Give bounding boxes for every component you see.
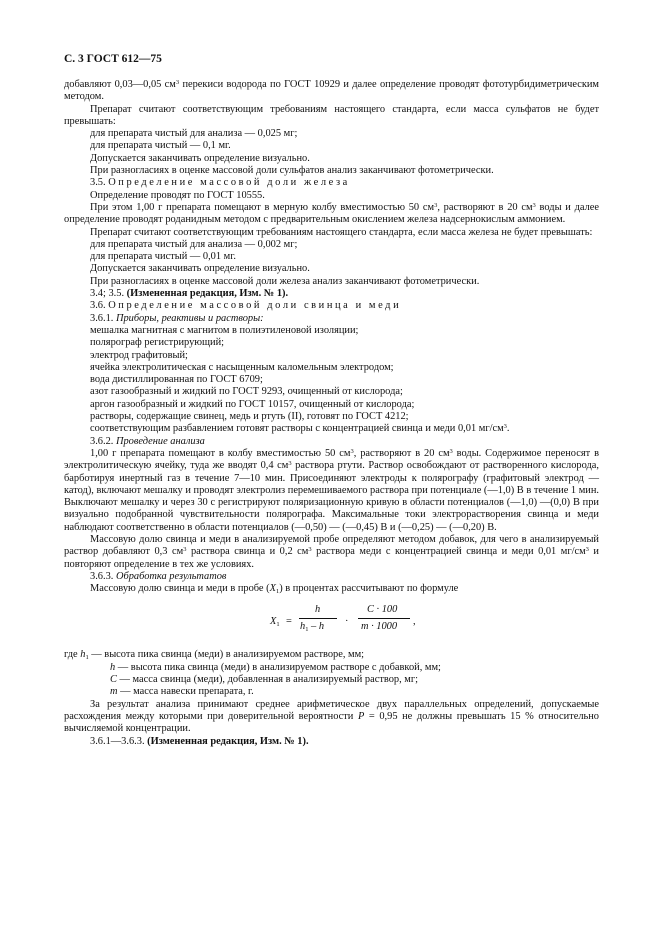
paragraph: 1,00 г препарата помещают в колбу вместимостью 50 $см^3$, растворяют в 20 $см^3$ воды. Содержимое переносят в электролитическую ячейку, туда же вводят 0,4 $см^3$ раствора ртути. Раствор освобождают от растворенного кислорода, барботируя инертный газ в течение 7—10 мин. Присоединяют электроды к полярографу (графитовый электрод — катод), включают мешалку и проводят электролиз перемешиваемого раствора при потенциале (—1,0) В в течение 1 мин. Выключают мешалку и через 30 с регистрируют поляризационную кривую в области потенциалов (—1,0) —(0,0) В при визуально подобранной чувствительности полярографа. Максимальные токи электрорастворения свинца и меди наблюдают соответственно в области потенциалов (—0,50) — (—0,45) В и (—0,25) — (—0,20) В.	[64, 447, 599, 533]
page-header: С. 3 ГОСТ 612—75	[64, 53, 162, 65]
document-body	[64, 79, 599, 748]
legend-item: где $h_1$ — высота пика свинца (меди) в анализируемом растворе, мм;	[64, 649, 365, 662]
formula-multiply: ·	[345, 616, 349, 628]
legend-item: C — масса свинца (меди), добавленная в анализируемый раствор, мг;	[110, 674, 419, 686]
list-item: растворы, содержащие свинец, медь и ртуть (II), готовят по ГОСТ 4212;	[90, 411, 409, 423]
formula	[64, 603, 599, 645]
list-item: аргон газообразный и жидкий по ГОСТ 10157, очищенный от кислорода;	[90, 398, 415, 410]
paragraph: При разногласиях в оценке массовой доли железа анализ заканчивают фотометрически.	[90, 275, 480, 287]
list-item: азот газообразный и жидкий по ГОСТ 9293, очищенный от кислорода;	[90, 386, 403, 398]
formula-fraction1-numerator: h	[315, 604, 321, 616]
formula-fraction2-numerator: C · 100	[367, 604, 398, 616]
list-item: для препарата чистый — 0,1 мг.	[90, 140, 231, 152]
paragraph: Массовую долю свинца и меди в анализируемой пробе определяют методом добавок, для чего в анализируемый раствор добавляют 0,3 $см^3$ раствора свинца и 0,2 $см^3$ раствора меди с концентрацией свинца и меди 0,01 $мг/см^3$ и повторяют определение в тех же условиях.	[64, 533, 599, 570]
paragraph: Массовую долю свинца и меди в пробе $(X_1)$ в процентах рассчитывают по формуле	[90, 583, 459, 596]
subsection-heading: 3.6.3. Обработка результатов	[90, 570, 227, 582]
list-item: ячейка электролитическая с насыщенным каломельным электродом;	[90, 361, 394, 373]
formula-fraction1-line	[299, 618, 337, 619]
subsection-heading: 3.6.1. Приборы, реактивы и растворы:	[90, 312, 264, 324]
formula-fraction2-denominator: m · 1000	[361, 621, 398, 633]
paragraph: добавляют 0,03—0,05 $см^3$ перекиси водорода по ГОСТ 10929 и далее определение проводят фототурбидиметрическим методом.	[64, 79, 600, 103]
formula-comma: ,	[413, 616, 416, 628]
list-item: для препарата чистый для анализа — 0,002 мг;	[90, 238, 298, 250]
paragraph: При этом 1,00 г препарата помещают в мерную колбу вместимостью 50 $см^3$, растворяют в 20 $см^3$ воды и далее определение проводят роданидным методом с предварительным окислением железа надсернокислым аммонием.	[64, 201, 600, 226]
legend-item: m — масса навески препарата, г.	[110, 686, 254, 698]
revision-note: 3.4; 3.5. (Измененная редакция, Изм. № 1).	[90, 288, 289, 300]
list-item: электрод графитовый;	[90, 349, 188, 361]
list-item: для препарата чистый для анализа — 0,025 мг;	[90, 128, 298, 140]
section-heading: 3.6. Определение массовой доли свинца и меди	[90, 300, 402, 312]
section-heading: 3.5. Определение массовой доли железа	[90, 177, 350, 189]
list-item: соответствующим разбавлением готовят растворы с концентрацией свинца и меди 0,01 $мг/см^3$.	[90, 423, 510, 435]
paragraph: Допускается заканчивать определение визуально.	[90, 152, 310, 164]
list-item: для препарата чистый — 0,01 мг.	[90, 251, 236, 263]
paragraph: Определение проводят по ГОСТ 10555.	[90, 189, 265, 201]
list-item: полярограф регистрирующий;	[90, 337, 225, 349]
list-item: вода дистиллированная по ГОСТ 6709;	[90, 374, 263, 386]
formula-fraction2-line	[358, 618, 410, 619]
legend-item: h — высота пика свинца (меди) в анализируемом растворе с добавкой, мм;	[110, 661, 441, 673]
paragraph: Препарат считают соответствующим требованиям настоящего стандарта, если масса сульфатов не будет превышать:	[64, 103, 599, 127]
subsection-heading: 3.6.2. Проведение анализа	[90, 435, 205, 447]
paragraph: При разногласиях в оценке массовой доли сульфатов анализ заканчивают фотометрически.	[90, 165, 494, 177]
list-item: мешалка магнитная с магнитом в полиэтиленовой изоляции;	[90, 324, 359, 336]
formula-body	[270, 603, 430, 643]
revision-note: 3.6.1—3.6.3. (Измененная редакция, Изм. № 1).	[90, 735, 309, 747]
formula-equals: =	[286, 616, 292, 628]
paragraph: Допускается заканчивать определение визуально.	[90, 263, 310, 275]
formula-lhs: $X_1$	[270, 616, 280, 629]
paragraph: За результат анализа принимают среднее арифметическое двух параллельных определений, допускаемые расхождения между которыми при доверительной вероятности P = 0,95 не должны превышать 15 % относительно вычисляемой концентрации.	[64, 698, 599, 735]
paragraph: Препарат считают соответствующим требованиям настоящего стандарта, если масса железа не будет превышать:	[90, 226, 593, 238]
formula-fraction1-denominator: $h_1$ – h	[300, 621, 325, 634]
